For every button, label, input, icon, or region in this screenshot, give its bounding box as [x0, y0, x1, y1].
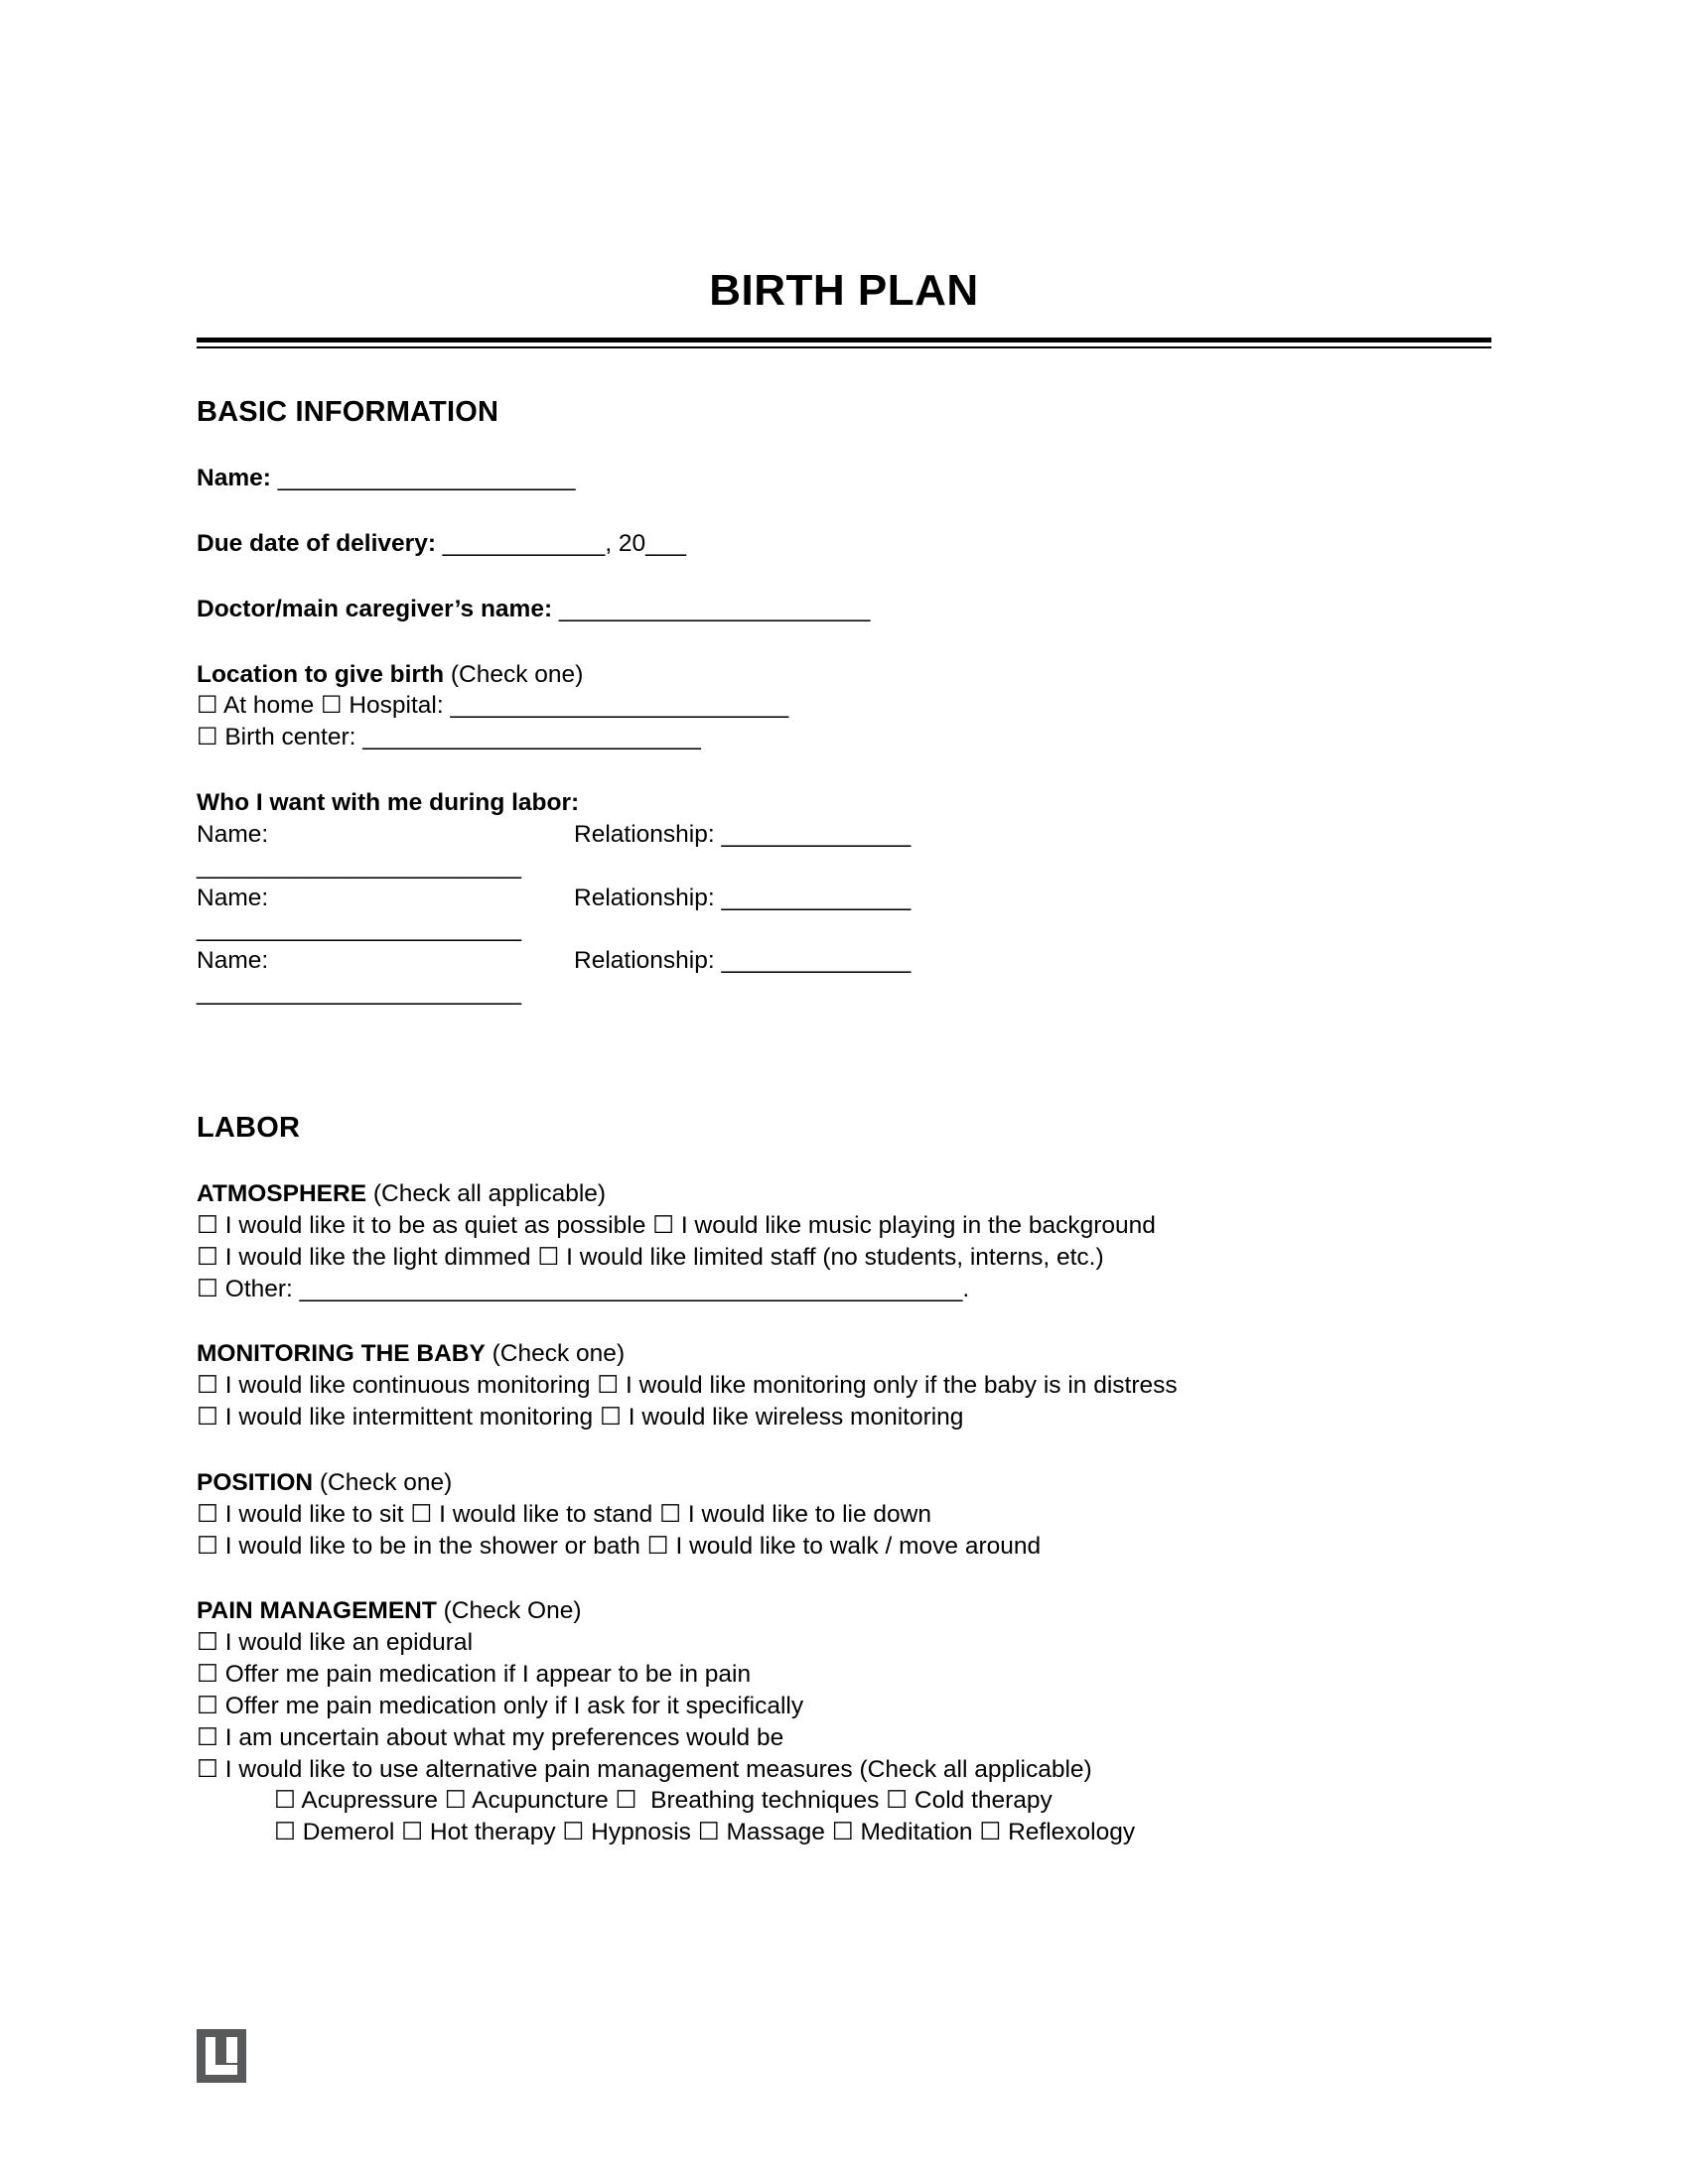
legal-templates-logo	[197, 2029, 246, 2083]
location-option-hospital[interactable]: Hospital: _________________________	[342, 692, 789, 720]
page-title: BIRTH PLAN	[709, 266, 979, 315]
field-location-to-give-birth	[197, 659, 1491, 754]
section-heading-basic-information: BASIC INFORMATION	[197, 396, 499, 428]
location-row-1	[197, 690, 1491, 722]
location-option-at-home: At home	[217, 692, 322, 720]
position-option-row[interactable]: ☐ I would like to sit ☐ I would like to stand ☐ I would like to lie down	[197, 1500, 931, 1528]
subsection-pain-management	[197, 1595, 1491, 1848]
pain-management-option-row[interactable]: ☐ I would like to use alternative pain management measures (Check all applicable)	[197, 1755, 1092, 1783]
logo-mark-inner	[226, 2037, 237, 2063]
name-line	[197, 463, 1491, 494]
companion-row	[197, 945, 1491, 1009]
atmosphere-hint: (Check all applicable)	[366, 1179, 607, 1207]
pain-management-title: PAIN MANAGEMENT	[197, 1597, 437, 1625]
subsection-monitoring-the-baby	[197, 1338, 1491, 1433]
pain-management-option-row[interactable]: ☐ Offer me pain medication if I appear to be in pain	[197, 1661, 752, 1689]
doctor-blank[interactable]: _______________________	[558, 595, 871, 622]
section-heading-labor: LABOR	[197, 1111, 301, 1144]
position-heading	[197, 1467, 1491, 1499]
field-name	[197, 463, 1491, 494]
name-blank[interactable]: ______________________	[277, 465, 576, 491]
spacer	[197, 1009, 1491, 1064]
field-doctor-name	[197, 594, 1491, 625]
document-body	[197, 396, 1491, 1848]
due-date-year-blank[interactable]: , 20___	[605, 529, 687, 557]
companion-row	[197, 883, 1491, 946]
position-hint: (Check one)	[313, 1468, 453, 1496]
due-date-label: Due date of delivery:	[197, 529, 443, 557]
pain-management-option-row[interactable]: ☐ I am uncertain about what my preferences would be	[197, 1723, 784, 1751]
companion-relationship-blank[interactable]: Relationship: ______________	[574, 947, 912, 975]
atmosphere-title: ATMOSPHERE	[197, 1179, 367, 1207]
monitoring-option-row[interactable]: ☐ I would like continuous monitoring ☐ I would like monitoring only if the baby is in distress	[197, 1372, 1178, 1400]
monitoring-title: MONITORING THE BABY	[197, 1340, 486, 1368]
atmosphere-option-row[interactable]: ☐ I would like the light dimmed ☐ I would like limited staff (no students, interns, etc.)	[197, 1243, 1104, 1271]
doctor-label: Doctor/main caregiver’s name:	[197, 595, 559, 622]
divider-thin	[197, 346, 1491, 348]
checkbox-icon[interactable]: ☐	[197, 692, 218, 720]
companion-name-blank[interactable]: Name: ________________________	[197, 820, 522, 880]
location-heading	[197, 659, 1491, 691]
divider-thick	[197, 338, 1491, 342]
doctor-line	[197, 594, 1491, 625]
checkbox-icon[interactable]: ☐	[197, 724, 218, 751]
position-option-row[interactable]: ☐ I would like to be in the shower or bath ☐ I would like to walk / move around	[197, 1532, 1042, 1560]
monitoring-option-row[interactable]: ☐ I would like intermittent monitoring ☐ I would like wireless monitoring	[197, 1404, 964, 1432]
companion-row	[197, 819, 1491, 883]
due-date-line	[197, 528, 1491, 560]
logo-mark-icon	[197, 2029, 246, 2083]
pain-management-alternative-row[interactable]: ☐ Demerol ☐ Hot therapy ☐ Hypnosis ☐ Massage ☐ Meditation ☐ Reflexology	[274, 1819, 1136, 1846]
atmosphere-heading	[197, 1178, 1491, 1210]
monitoring-heading	[197, 1338, 1491, 1370]
title-divider	[197, 338, 1491, 348]
field-labor-companions	[197, 787, 1491, 1009]
pain-management-hint: (Check One)	[436, 1597, 582, 1625]
location-label: Location to give birth	[197, 660, 445, 688]
position-title: POSITION	[197, 1468, 314, 1496]
monitoring-hint: (Check one)	[485, 1340, 626, 1368]
due-date-blank[interactable]: ____________	[442, 529, 606, 557]
companion-name-blank[interactable]: Name: ________________________	[197, 947, 522, 1007]
pain-management-heading	[197, 1595, 1491, 1627]
companions-label: Who I want with me during labor:	[197, 789, 580, 817]
atmosphere-option-row[interactable]: ☐ I would like it to be as quiet as possible ☐ I would like music playing in the background	[197, 1211, 1156, 1239]
companion-relationship-blank[interactable]: Relationship: ______________	[574, 884, 912, 911]
companion-relationship-blank[interactable]: Relationship: ______________	[574, 820, 912, 848]
pain-management-alternative-row[interactable]: ☐ Acupressure ☐ Acupuncture ☐ Breathing techniques ☐ Cold therapy	[274, 1787, 1053, 1815]
atmosphere-option-other[interactable]: ☐ Other: _________________________________________________.	[197, 1275, 970, 1302]
location-row-2	[197, 722, 1491, 753]
location-option-birth-center[interactable]: Birth center: _________________________	[217, 724, 701, 751]
location-hint: (Check one)	[444, 660, 584, 688]
pain-management-option-row[interactable]: ☐ I would like an epidural	[197, 1629, 474, 1657]
pain-management-option-row[interactable]: ☐ Offer me pain medication only if I ask for it specifically	[197, 1692, 804, 1719]
subsection-atmosphere	[197, 1178, 1491, 1304]
subsection-position	[197, 1467, 1491, 1563]
companion-name-blank[interactable]: Name: ________________________	[197, 884, 522, 943]
name-label: Name:	[197, 465, 278, 491]
checkbox-icon[interactable]: ☐	[321, 692, 343, 720]
field-due-date	[197, 528, 1491, 560]
